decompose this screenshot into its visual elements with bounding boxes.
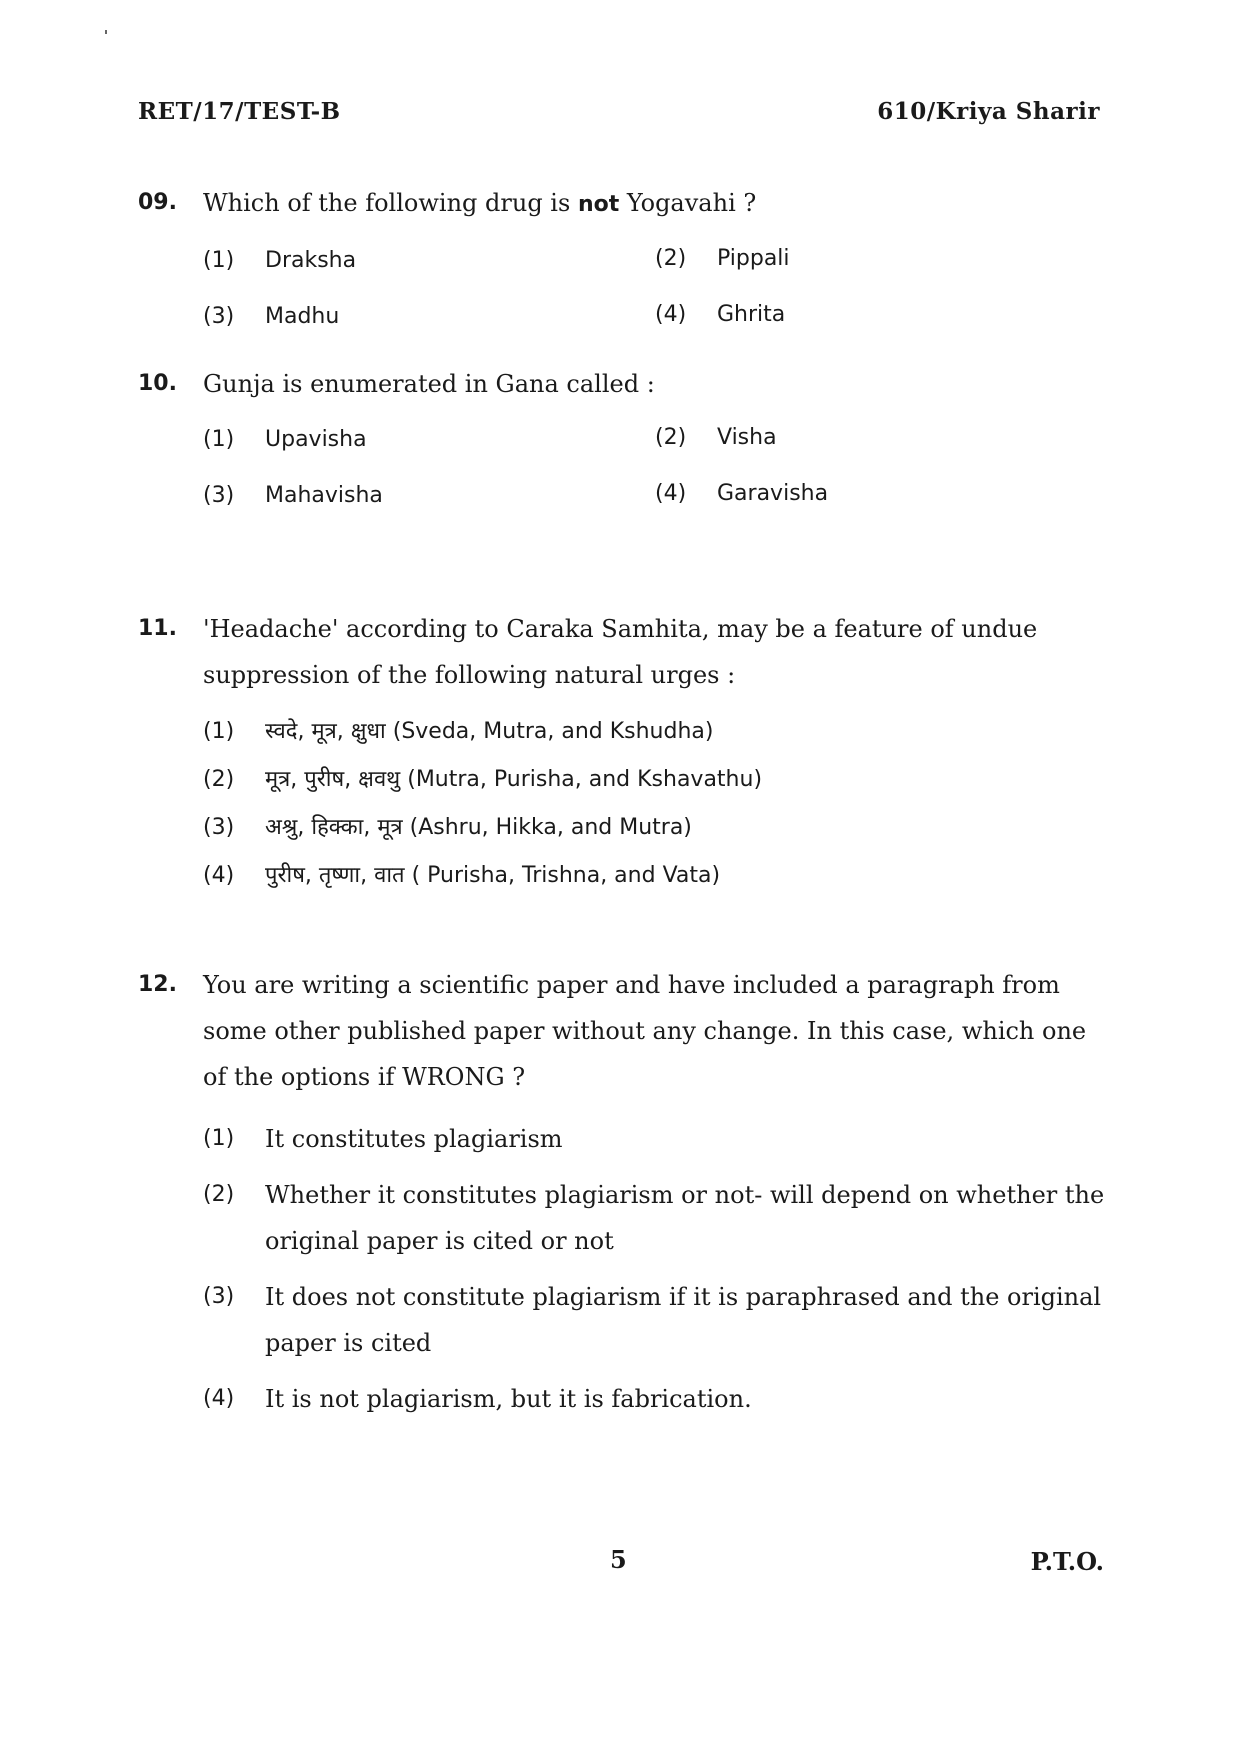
option-number: (3) [203,815,235,840]
pto-label: P.T.O. [1030,1547,1104,1576]
header-subject: 610/Kriya Sharir [877,98,1100,125]
question-text: Gunja is enumerated in Gana called : [203,370,655,398]
option-text: It constitutes plagiarism [265,1125,563,1153]
option-text: अश्रु, हिक्का, मूत्र (Ashru, Hikka, and Mutra) [265,815,692,840]
option-number: (3) [203,304,235,329]
option-number: (3) [203,1284,235,1309]
option-text: मूत्र, पुरीष, क्षवथु (Mutra, Purisha, and Kshavathu) [265,767,763,792]
option-number: (2) [655,246,687,271]
option-number: (1) [203,1126,235,1151]
option-text: स्वदे, मूत्र, क्षुधा (Sveda, Mutra, and Kshudha) [265,719,714,744]
option-number: (4) [203,1386,235,1411]
option-number: (2) [203,767,235,792]
option-number: (4) [203,863,235,888]
question-number: 11. [138,616,177,641]
option-4 [203,1376,1108,1422]
option-4 [203,852,1108,900]
question-number: 09. [138,190,177,215]
option-3 [203,804,1108,852]
option-number: (3) [203,483,235,508]
option-1 [203,417,367,463]
option-text: Visha [717,425,777,450]
option-4 [655,292,785,338]
option-number: (1) [203,248,235,273]
option-3 [203,473,383,519]
option-number: (2) [655,425,687,450]
question-number: 10. [138,371,177,396]
question-text-emphasis: not [577,192,620,217]
page-number: 5 [610,1545,627,1574]
question-text-part: Which of the following drug is [203,189,578,217]
option-text: Madhu [265,304,340,329]
option-2 [203,756,1108,804]
option-3 [203,1274,1108,1366]
question-11 [138,606,1108,900]
option-text: Upavisha [265,427,367,452]
question-10 [138,361,1108,519]
option-1 [203,708,1108,756]
option-4 [655,471,828,517]
option-number: (2) [203,1182,235,1207]
question-text: 'Headache' according to Caraka Samhita, may be a feature of undue suppression of the following natural urges : [203,615,1038,689]
option-2 [203,1172,1108,1264]
option-text: Ghrita [717,302,786,327]
option-number: (4) [655,302,687,327]
option-number: (4) [655,481,687,506]
question-text [203,180,1108,228]
option-text: Mahavisha [265,483,383,508]
option-2 [655,236,790,282]
option-text: Pippali [717,246,790,271]
option-text: Draksha [265,248,357,273]
scan-mark [105,30,107,34]
option-text: Whether it constitutes plagiarism or not- will depend on whether the original paper is cited or not [265,1181,1105,1255]
option-1 [203,1116,1108,1162]
option-number: (1) [203,427,235,452]
question-09 [138,180,1108,340]
option-text: Garavisha [717,481,829,506]
option-number: (1) [203,719,235,744]
option-text: It is not plagiarism, but it is fabrication. [265,1385,752,1413]
option-1 [203,238,356,284]
options-grid [203,228,1108,340]
options-grid [203,407,1108,519]
header-paper-code: RET/17/TEST-B [138,98,341,125]
question-text-part: Yogavahi ? [619,189,757,217]
option-2 [655,415,777,461]
option-text: पुरीष, तृष्णा, वात ( Purisha, Trishna, and Vata) [265,863,721,888]
option-text: It does not constitute plagiarism if it is paraphrased and the original paper is cited [265,1283,1102,1357]
option-3 [203,294,339,340]
question-12 [138,962,1108,1422]
question-number: 12. [138,972,177,997]
question-text: You are writing a scientific paper and have included a paragraph from some other published paper without any change. In this case, which one of the options if WRONG ? [203,971,1087,1091]
